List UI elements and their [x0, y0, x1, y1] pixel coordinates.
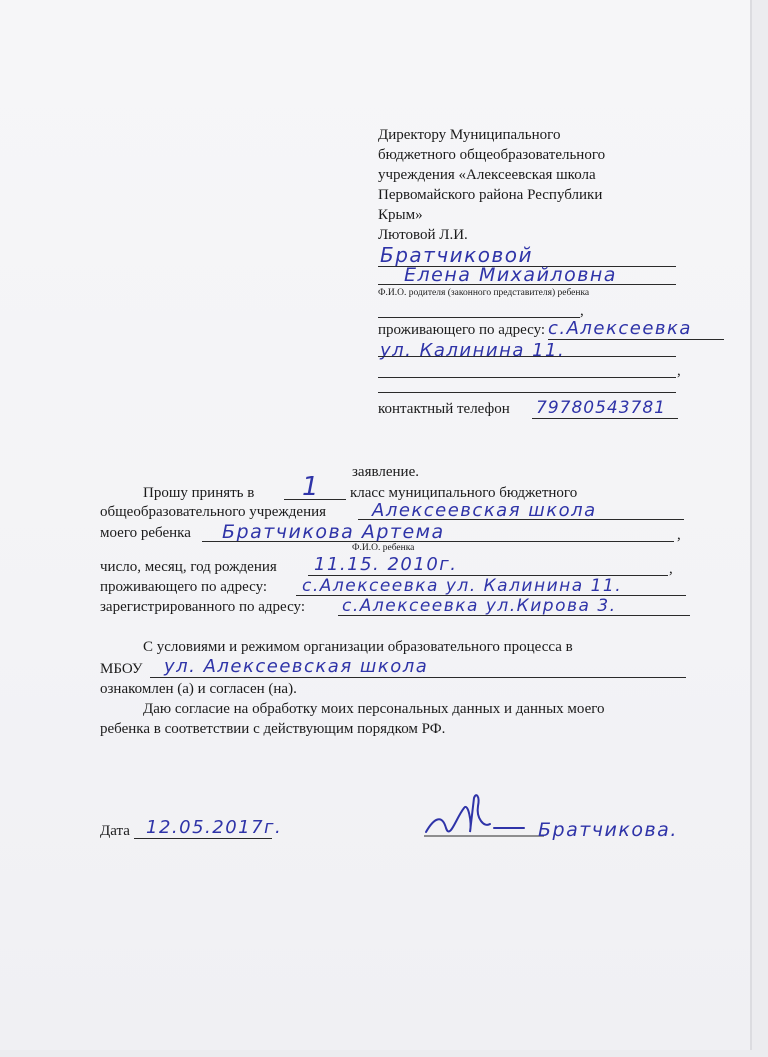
phone-line: [532, 418, 678, 419]
child-handwritten: Братчикова Артема: [222, 521, 445, 543]
parent-address-handwritten-1: с.Алексеевка: [548, 318, 692, 339]
addressee-line-3: учреждения «Алексеевская школа: [378, 167, 596, 183]
org-label: общеобразовательного учреждения: [100, 504, 327, 520]
comma-4: ,: [669, 561, 673, 577]
comma-2: ,: [677, 363, 681, 379]
child-label: моего ребенка: [100, 525, 191, 541]
child-address-handwritten: с.Алексеевка ул. Калинина 11.: [302, 576, 623, 596]
parent-surname-handwritten: Братчиковой: [380, 243, 533, 267]
blank-line-2: [378, 392, 676, 393]
addressee-line-4: Первомайского района Республики: [378, 187, 603, 203]
phone-handwritten: 79780543781: [536, 398, 666, 418]
org-line: [358, 519, 684, 520]
parent-address-line-1: [548, 339, 724, 340]
director-name: Лютовой Л.И.: [378, 227, 468, 243]
registration-line: [338, 615, 690, 616]
conditions-line-1: С условиями и режимом организации образовательного процесса в: [143, 639, 573, 655]
addressee-line-1: Директору Муниципального: [378, 127, 561, 143]
mbou-line: [150, 677, 686, 678]
conditions-line-3: ознакомлен (а) и согласен (на).: [100, 681, 297, 697]
parent-address-line-3: [378, 377, 676, 378]
document-title: заявление.: [352, 464, 419, 480]
parent-name-line: [378, 284, 676, 285]
date-line: [134, 838, 272, 839]
child-address-label: проживающего по адресу:: [100, 579, 268, 595]
parent-address-handwritten-2: ул. Калинина 11.: [380, 340, 566, 361]
org-handwritten: Алексеевская школа: [372, 500, 597, 521]
request-text: Прошу принять в: [143, 485, 255, 501]
grade-handwritten: 1: [302, 472, 321, 502]
comma-3: ,: [677, 527, 681, 543]
signature-name-handwritten: Братчикова.: [538, 819, 678, 841]
child-line: [202, 541, 674, 542]
mbou-label: МБОУ: [100, 661, 143, 677]
comma-1: ,: [580, 303, 584, 319]
parent-address-line-2: [378, 356, 676, 357]
parent-name-handwritten: Елена Михайловна: [404, 264, 617, 286]
fio-parent-caption: Ф.И.О. родителя (законного представителя) ребенка: [378, 288, 590, 298]
grade-line: [284, 499, 346, 500]
date-label: Дата: [100, 823, 130, 839]
phone-label: контактный телефон: [378, 401, 510, 417]
dob-handwritten: 11.15. 2010г.: [314, 554, 458, 575]
consent-line-2: ребенка в соответствии с действующим порядком РФ.: [100, 721, 446, 737]
date-handwritten: 12.05.2017г.: [146, 817, 283, 838]
addressee-line-5: Крым»: [378, 207, 423, 223]
fio-child-caption: Ф.И.О. ребенка: [352, 543, 415, 553]
mbou-handwritten: ул. Алексеевская школа: [164, 656, 429, 677]
signature-scribble: [420, 788, 550, 848]
parent-address-label: проживающего по адресу:: [378, 322, 546, 338]
class-text: класс муниципального бюджетного: [350, 485, 578, 501]
registration-label: зарегистрированного по адресу:: [100, 599, 305, 615]
addressee-line-2: бюджетного общеобразовательного: [378, 147, 606, 163]
dob-label: число, месяц, год рождения: [100, 559, 277, 575]
consent-line-1: Даю согласие на обработку моих персональных данных и данных моего: [143, 701, 605, 717]
registration-handwritten: с.Алексеевка ул.Кирова 3.: [342, 596, 617, 616]
